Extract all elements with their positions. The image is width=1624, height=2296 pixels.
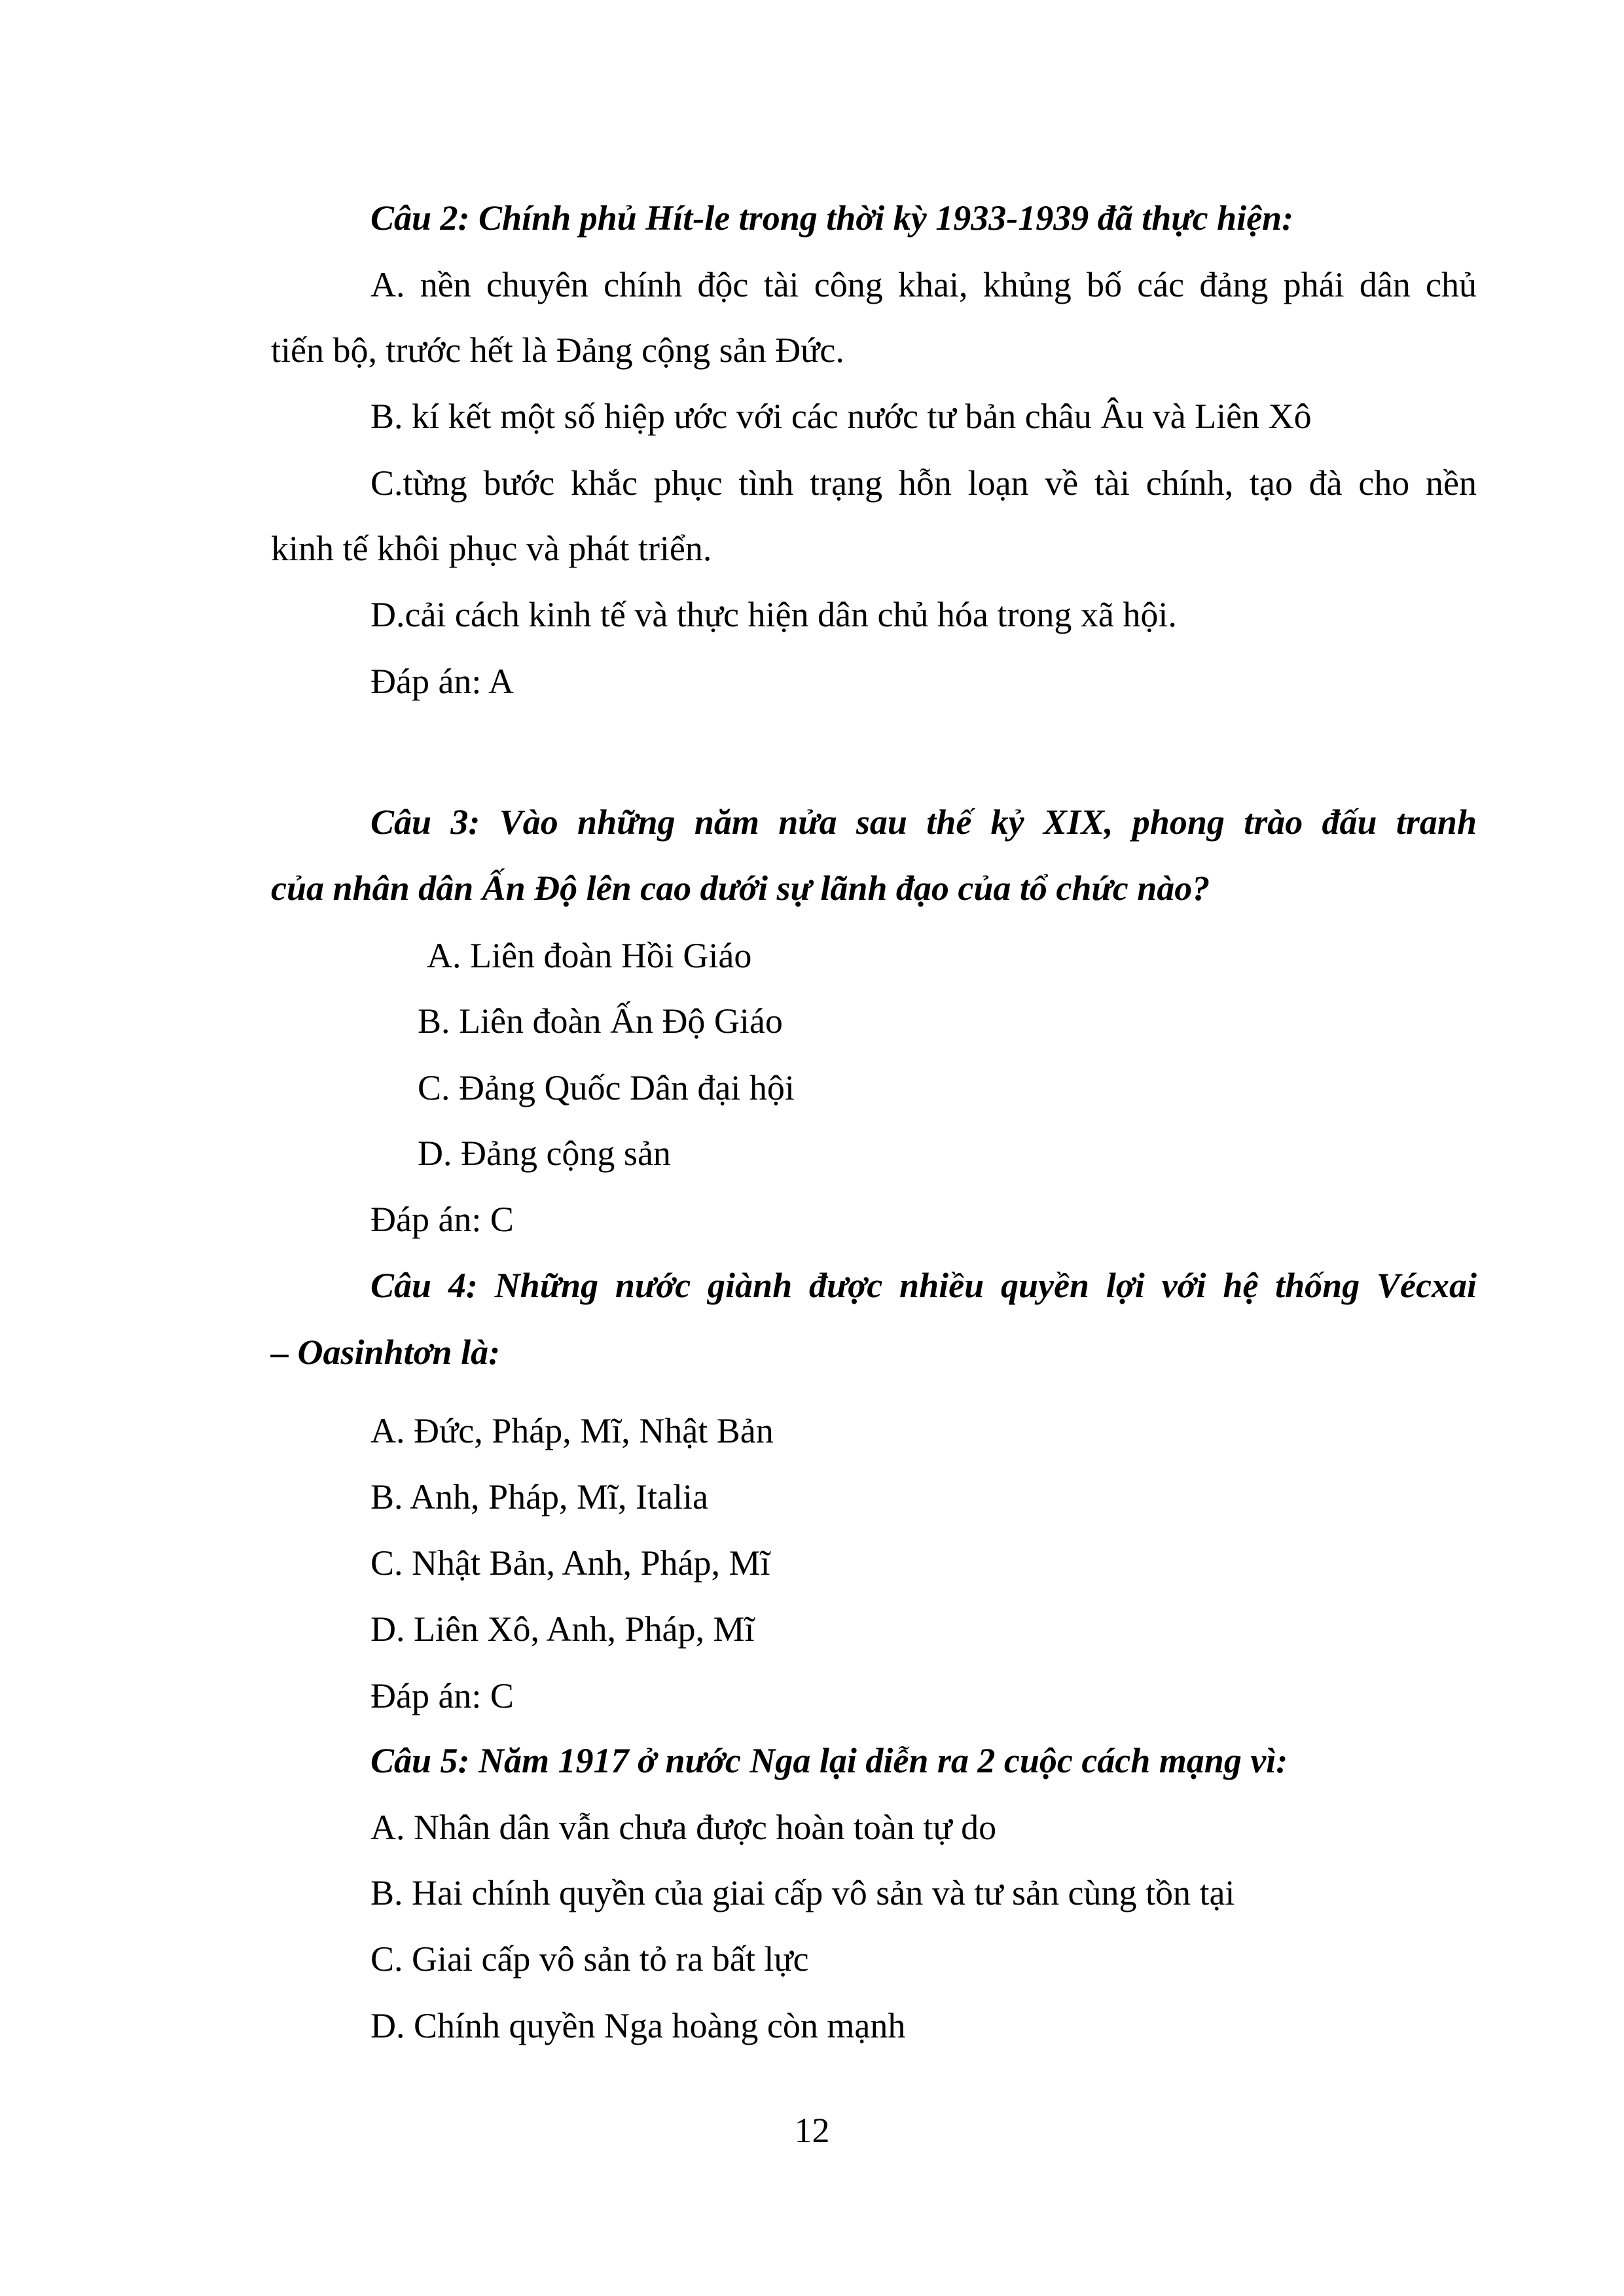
question-5-title: Câu 5: Năm 1917 ở nước Nga lại diễn ra 2 cuộc cách mạng vì: — [370, 1741, 1288, 1780]
question-4-option-a: A. Đức, Pháp, Mĩ, Nhật Bản — [370, 1411, 774, 1450]
question-4-title-line2: – Oasinhtơn là: — [271, 1333, 501, 1372]
question-2-option-c-line2: kinh tế khôi phục và phát triển. — [271, 529, 712, 568]
question-2-option-a-line1: A. nền chuyên chính độc tài công khai, khủng bố các đảng phái dân chủ — [370, 265, 1477, 304]
question-3-answer: Đáp án: C — [370, 1200, 514, 1239]
question-2-option-d: D.cải cách kinh tế và thực hiện dân chủ hóa trong xã hội. — [370, 595, 1177, 634]
question-4-option-b: B. Anh, Pháp, Mĩ, Italia — [370, 1477, 708, 1516]
question-5-option-c: C. Giai cấp vô sản tỏ ra bất lực — [370, 1939, 809, 1979]
question-2-option-a-line2: tiến bộ, trước hết là Đảng cộng sản Đức. — [271, 331, 844, 370]
question-4-answer: Đáp án: C — [370, 1676, 514, 1715]
question-5-option-a: A. Nhân dân vẫn chưa được hoàn toàn tự do — [370, 1808, 997, 1847]
question-3-option-d: D. Đảng cộng sản — [418, 1134, 671, 1173]
question-3-title-line2: của nhân dân Ấn Độ lên cao dưới sự lãnh đạo của tổ chức nào? — [271, 869, 1210, 908]
page-number: 12 — [794, 2111, 830, 2150]
question-4-title-line1: Câu 4: Những nước giành được nhiều quyền lợi với hệ thống Vécxai — [370, 1266, 1477, 1305]
question-3-option-a: A. Liên đoàn Hồi Giáo — [427, 936, 752, 975]
question-5-option-d: D. Chính quyền Nga hoàng còn mạnh — [370, 2006, 906, 2045]
question-3-option-b: B. Liên đoàn Ấn Độ Giáo — [418, 1001, 783, 1041]
question-4-option-d: D. Liên Xô, Anh, Pháp, Mĩ — [370, 1609, 755, 1649]
question-3-option-c: C. Đảng Quốc Dân đại hội — [418, 1068, 795, 1107]
question-2-option-c-line1: C.từng bước khắc phục tình trạng hỗn loạn về tài chính, tạo đà cho nền — [370, 463, 1477, 503]
question-2-option-b: B. kí kết một số hiệp ước với các nước tư bản châu Âu và Liên Xô — [370, 397, 1312, 436]
question-4-option-c: C. Nhật Bản, Anh, Pháp, Mĩ — [370, 1543, 770, 1583]
question-3-title-line1: Câu 3: Vào những năm nửa sau thế kỷ XIX, phong trào đấu tranh — [370, 802, 1477, 842]
question-2-answer: Đáp án: A — [370, 662, 514, 701]
question-2-title: Câu 2: Chính phủ Hít-le trong thời kỳ 1933-1939 đã thực hiện: — [370, 198, 1294, 238]
question-5-option-b: B. Hai chính quyền của giai cấp vô sản và tư sản cùng tồn tại — [370, 1873, 1235, 1912]
